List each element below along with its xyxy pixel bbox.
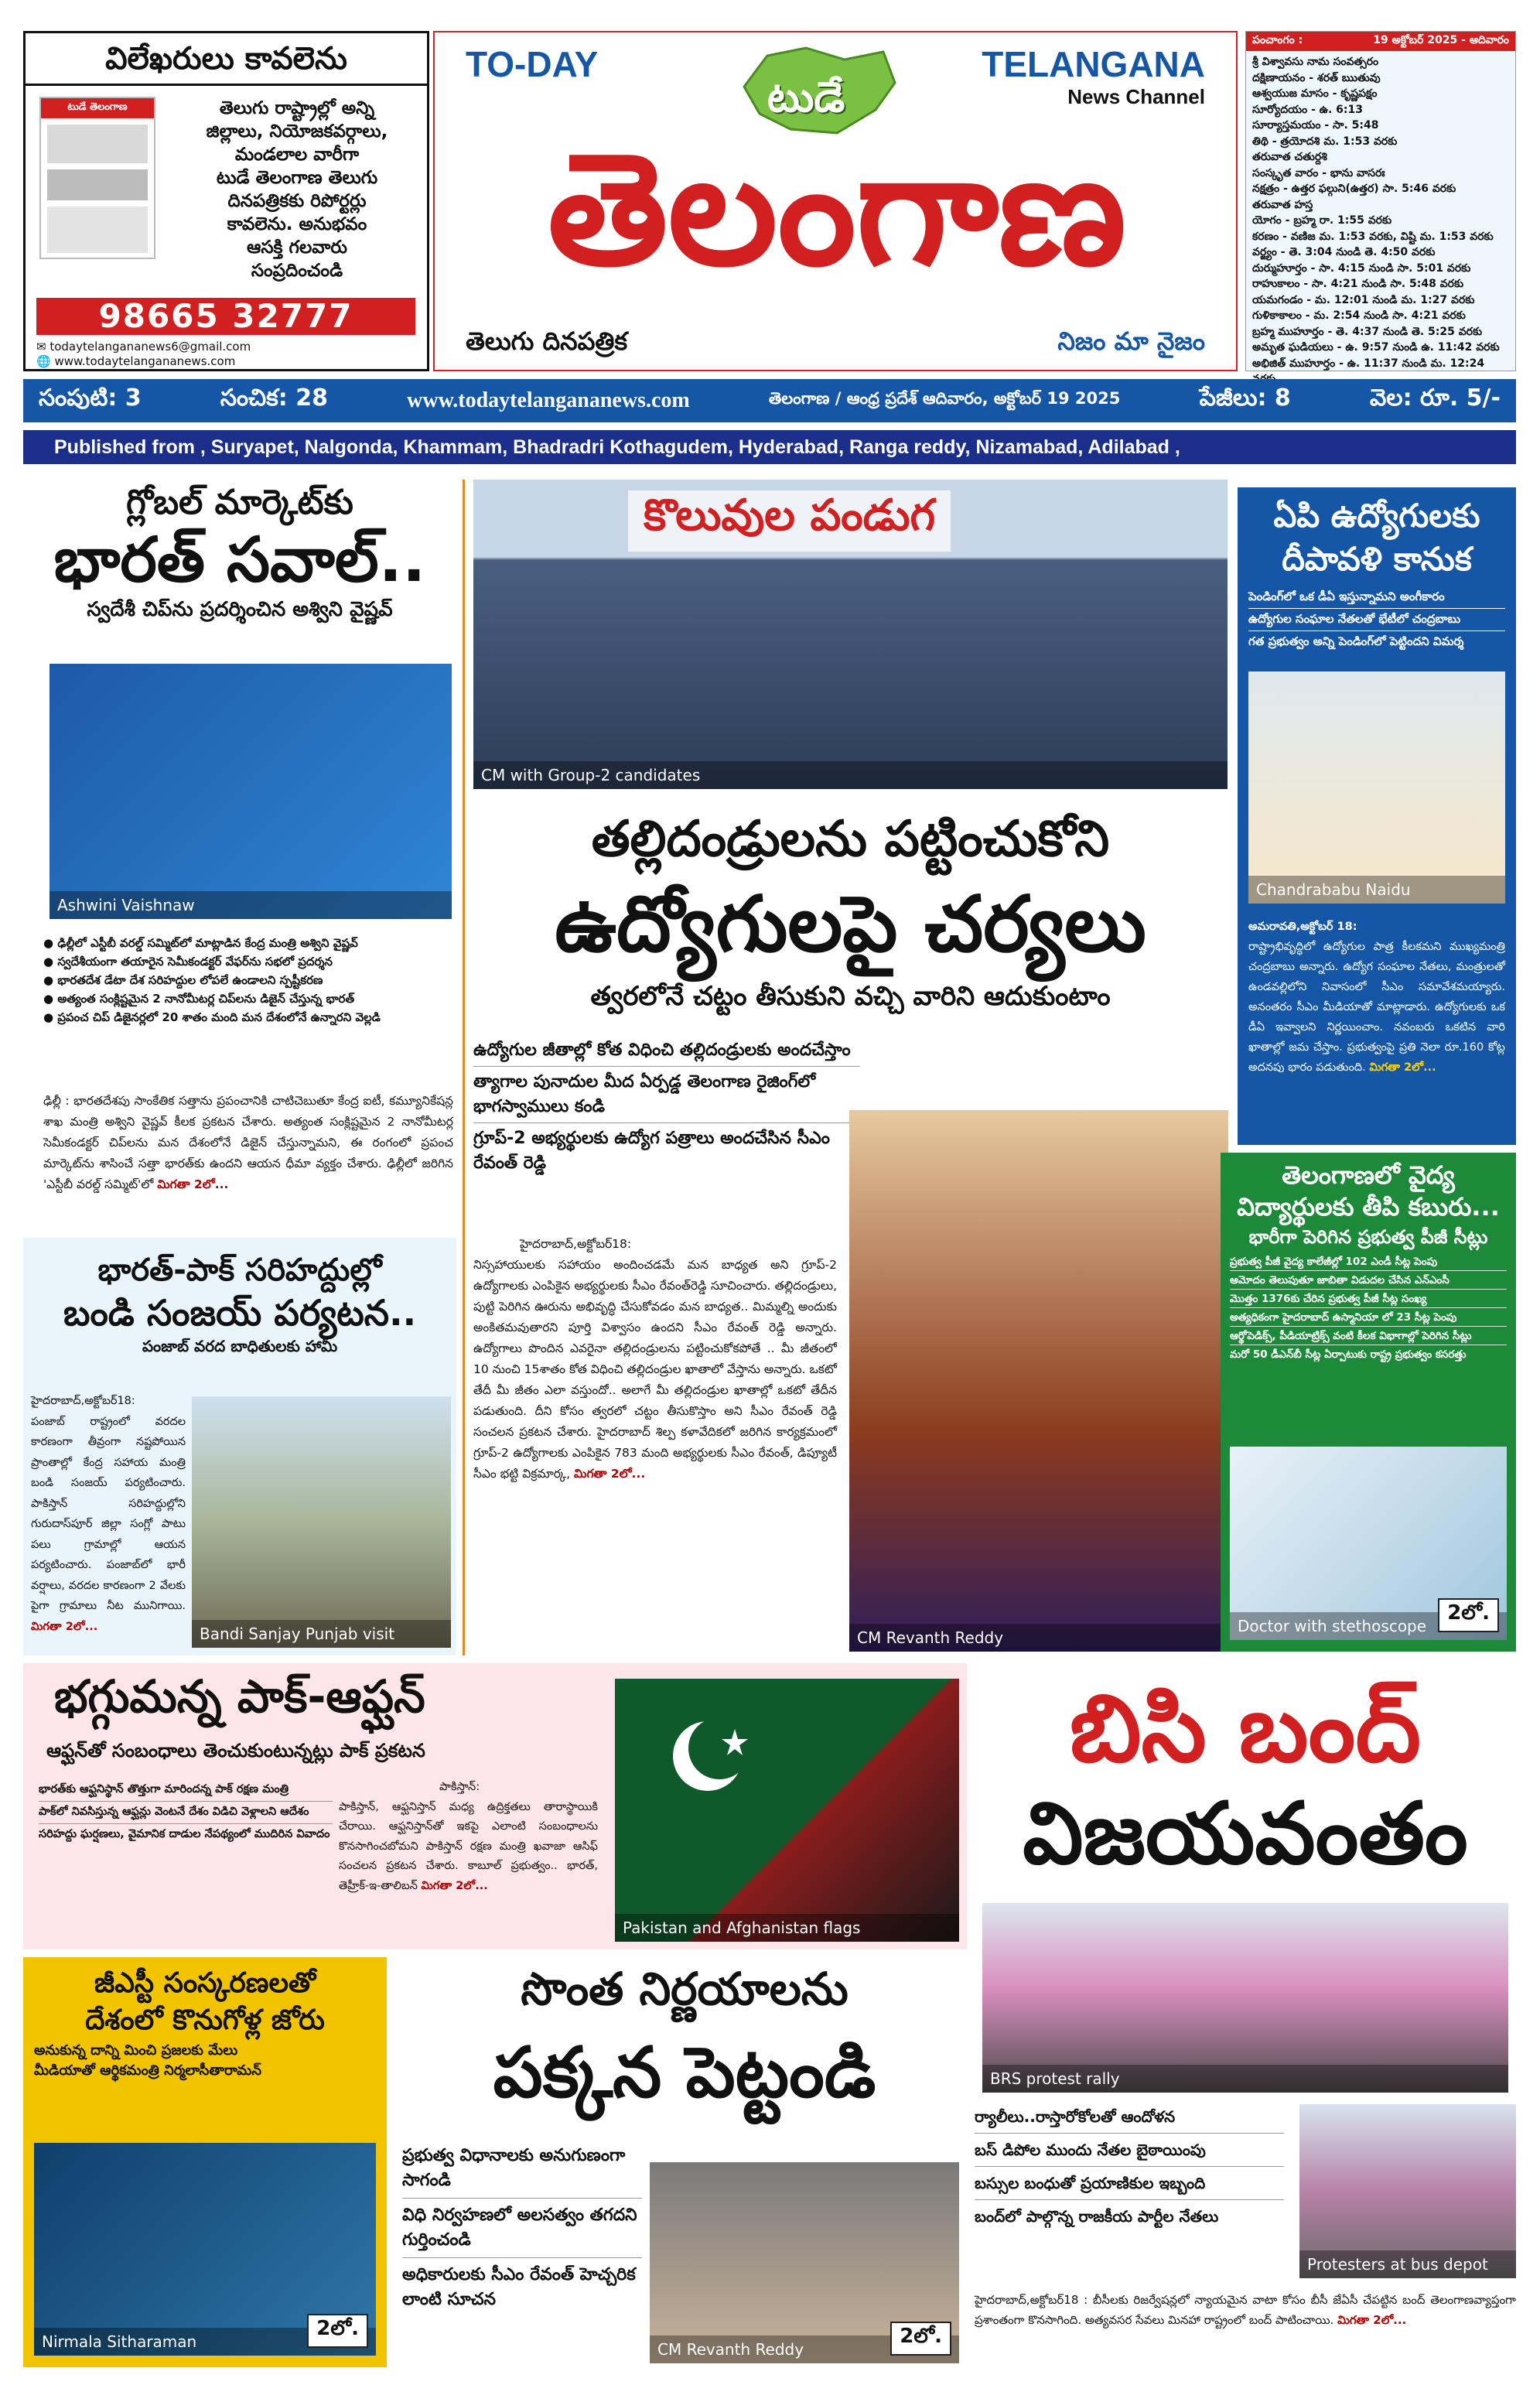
price: వెల: రూ. 5/- bbox=[1369, 384, 1501, 412]
masthead-right-tag: TELANGANA bbox=[982, 44, 1205, 84]
masthead-tagline-left: తెలుగు దినపత్రిక bbox=[466, 326, 628, 356]
ad-line: దినపత్రికకు రిపోర్టర్లు bbox=[227, 191, 367, 211]
s8-photo bbox=[34, 2143, 376, 2356]
story-global-market bbox=[23, 480, 456, 1230]
s1-photo bbox=[50, 664, 452, 919]
s3-headline-2: దీపావళి కానుక bbox=[1282, 540, 1472, 579]
s7-headline-1: బిసి బంద్ bbox=[1069, 1676, 1422, 1783]
story-bc-bandh bbox=[975, 1663, 1516, 2375]
s5-more-link[interactable]: మిగతా 2లో... bbox=[31, 1620, 98, 1633]
s6-headline: భగ్గుమన్న పాక్-ఆఫ్ఘన్ bbox=[54, 1670, 425, 1723]
issue: సంచిక: 28 bbox=[220, 384, 328, 412]
story-cm-parents bbox=[473, 480, 1231, 1663]
ad-line: సంప్రదించండి bbox=[251, 261, 343, 281]
story-gst bbox=[23, 1957, 387, 2367]
s7-photo-caption: BRS protest rally bbox=[982, 2065, 1508, 2093]
ad-line: మండలాల వారీగా bbox=[234, 145, 360, 165]
bullet: సరిహద్దు ఘర్షణలు, వైమానిక దాడుల నేపథ్యంలో ముదిరిన వివాదం bbox=[39, 1828, 330, 1840]
panchangam-line: నక్షత్రం - ఉత్తర ఫల్గుని(ఉత్తర) సా. 5:46 వరకు bbox=[1252, 183, 1456, 195]
panchangam-line: సూర్యోదయం - ఉ. 6:13 bbox=[1252, 103, 1363, 116]
bullet: ర్యాలీలు..రాస్తారోకోలతో ఆందోళన bbox=[975, 2100, 1284, 2134]
masthead bbox=[433, 31, 1238, 371]
panchangam-line: కరణం - వణిజ మ. 1:53 వరకు, విష్టి మ. 1:53 వరకు bbox=[1252, 230, 1494, 243]
bullet: ప్రభుత్వ విధానాలకు అనుగుణంగా సాగండి bbox=[402, 2139, 642, 2199]
story-pg-seats bbox=[1221, 1153, 1516, 1652]
panchangam-line: అమృత ఘడియలు - ఉ. 9:57 నుండి ఉ. 11:42 వరకు bbox=[1252, 341, 1500, 354]
s4-continue-tag[interactable]: 2లో. bbox=[1438, 1598, 1499, 1632]
issue-date: తెలంగాణ / ఆంధ్ర ప్రదేశ్ ఆదివారం, అక్టోబర్ 19 2025 bbox=[768, 389, 1121, 408]
panchangam-line: రాహుకాలం - సా. 4:21 నుండి సా. 5:48 వరకు bbox=[1252, 278, 1464, 290]
s2-photo bbox=[473, 480, 1228, 789]
panchangam-line: శ్రీ విశ్వావసు నామ సంవత్సరం bbox=[1252, 56, 1379, 68]
ad-line: కావలెను. అనుభవం bbox=[227, 214, 367, 234]
ad-email[interactable]: todaytelangananews6@gmail.com bbox=[50, 340, 251, 354]
ad-line: జిల్లాలు, నియోజకవర్గాలు, bbox=[206, 121, 388, 142]
ad-thumb-caption: టుడే తెలంగాణ bbox=[41, 98, 154, 118]
panchangam-header-left: పంచాంగం : bbox=[1252, 34, 1303, 46]
s6-subhead: ఆఫ్ఘన్‌తో సంబంధాలు తెంచుకుంటున్నట్లు పాక్ ప్రకటన bbox=[46, 1740, 425, 1761]
ad-web[interactable]: www.todaytelangananews.com bbox=[54, 354, 236, 368]
info-bar bbox=[23, 379, 1516, 422]
s8-photo-caption: Nirmala Sitharaman bbox=[34, 2328, 376, 2356]
panchangam-lines bbox=[1246, 51, 1515, 391]
s4-photo-caption: Doctor with stethoscope bbox=[1230, 1612, 1507, 1640]
s6-bullets bbox=[39, 1779, 333, 1845]
s4-headline-1: తెలంగాణలో వైద్య bbox=[1282, 1160, 1455, 1190]
s9-continue-tag[interactable]: 2లో. bbox=[890, 2322, 951, 2356]
panchangam-line: తరువాత హస్త bbox=[1252, 198, 1313, 211]
s3-body: అమరావతి,అక్టోబర్ 18: రాష్ట్రాభివృద్ధిలో ఉద్యోగుల పాత్ర కీలకమని ముఖ్యమంత్రి చంద్రబాబు అన్నారు. ఉద్యోగ సంఘాల నేతలు, మంత్రులతో ఉండవల్లిలోని నివాసంలో సీఎం సమావేశమయ్యారు. అనంతరం సీఎం మీడియాతో మాట్లాడారు. ఉద్యోగులకు ఒక డీఏ ఇవ్వాలని నిర్ణయించాం. నవంబరు ఒకటిన వారి ఖాతాల్లో జమ చేస్తాం. ప్రభుత్వంపై ప్రతి నెలా రూ.160 కోట్ల అదనపు భారం పడుతుంది. మిగతా 2లో... bbox=[1248, 917, 1505, 1078]
bullet: ఉద్యోగుల జీతాల్లో కోత విధించి తల్లిదండ్రులకు అందచేస్తాం bbox=[473, 1035, 860, 1067]
s6-body: పాకిస్తాన్: పాకిస్తాన్, ఆఫ్ఘనిస్తాన్ మధ్య ఉద్రిక్తతలు తారాస్థాయికి చేరాయి. ఆఫ్ఘనిస్తాన్‌తో ఇకపై ఎలాంటి సంబంధాలను కొనసాగించబోమని పాకిస్తాన్ రక్షణ మంత్రి ఖవాజా ఆసిఫ్ సంచలన ప్రకటన చేశారు. కాబూల్ ప్రభుత్వం.. భారత్, తెహ్రీక్-ఇ-తాలిబన్ మిగతా 2లో... bbox=[339, 1778, 598, 1896]
s2-dateline: హైదరాబాద్,అక్టోబర్18: bbox=[520, 1237, 632, 1251]
panchangam-line: గుళికాకాలం - మ. 2:54 నుండి సా. 4:21 వరకు bbox=[1252, 309, 1466, 322]
bullet: ఆమోదం తెలుపుతూ జాబితా విడుదల చేసిన ఎన్‌ఎంసీ bbox=[1230, 1272, 1507, 1290]
panchangam-header-right: 19 అక్టోబర్ 2025 - ఆదివారం bbox=[1373, 34, 1509, 46]
bullet: మరో 50 డీఎన్‌బీ సీట్ల ఏర్పాటుకు రాష్ట్ర ప్రభుత్వం కసరత్తు bbox=[1230, 1348, 1467, 1361]
s9-photo bbox=[650, 2162, 959, 2363]
s5-subhead: పంజాబ్ వరద బాధితులకు హామీ bbox=[142, 1336, 338, 1355]
bullet: బంద్‌లో పాల్గొన్న రాజకీయ పార్టీల నేతలు bbox=[975, 2207, 1219, 2226]
s6-photo bbox=[615, 1679, 959, 1942]
panchangam-line: సంస్కృత వారం - భాను వాసరః bbox=[1252, 166, 1385, 179]
classified-ad bbox=[23, 31, 429, 371]
s6-dateline: పాకిస్తాన్: bbox=[439, 1781, 480, 1793]
bullet: ● భారతదేశ డేటా దేశ సరిహద్దుల లోపలే ఉండాలని స్పష్టీకరణ bbox=[43, 973, 323, 987]
ad-line: తెలుగు రాష్ట్రాల్లో అన్ని bbox=[219, 98, 375, 118]
s4-headline-2: విద్యార్థులకు తీపి కబురు... bbox=[1237, 1192, 1500, 1222]
s5-dateline: హైదరాబాద్,అక్టోబర్18: bbox=[31, 1395, 135, 1407]
s2-headline-2: ఉద్యోగులపై చర్యలు bbox=[555, 879, 1146, 969]
bullet: భారత్‌కు ఆఫ్ఘనిస్థాన్ తొత్తుగా మారిందన్న పాక్ రక్షణ మంత్రి bbox=[39, 1781, 333, 1802]
bullet: ఉద్యోగుల సంఘాల నేతలతో భేటీలో చంద్రబాబు bbox=[1248, 610, 1505, 631]
s4-bullets bbox=[1221, 1248, 1516, 1368]
bullet: పాక్‌లో నివసిస్తున్న ఆఫ్ఘన్లు వెంటనే దేశం విడిచి వెళ్లాలని ఆదేశం bbox=[39, 1803, 333, 1824]
s1-subhead: స్వదేశీ చిప్‌ను ప్రదర్శించిన అశ్విని వైష్ణవ్ bbox=[87, 598, 393, 622]
panchangam-line: ఆశ్వయుజ మాసం - కృష్ణపక్షం bbox=[1252, 87, 1378, 100]
panchangam-line: సూర్యాస్తమయం - సా. 5:48 bbox=[1252, 119, 1379, 132]
bullet: బస్ డిపోల ముందు నేతల బైఠాయింపు bbox=[975, 2134, 1284, 2167]
pages: పేజీలు: 8 bbox=[1199, 384, 1291, 412]
s2-photo-2-caption: CM Revanth Reddy bbox=[849, 1624, 1228, 1652]
ad-text bbox=[169, 97, 425, 282]
ad-thumbnail bbox=[39, 97, 155, 259]
published-bar: Published from , Suryapet, Nalgonda, Khammam, Bhadradri Kothagudem, Hyderabad, Ranga reddy, Nizamabad, Adilabad , bbox=[23, 430, 1516, 464]
panchangam-line: బ్రహ్మ ముహూర్తం - తె. 4:37 నుండి తె. 5:25 వరకు bbox=[1252, 325, 1483, 338]
panchangam-line: దుర్ముహూర్తం - సా. 4:15 నుండి సా. 5:01 వరకు bbox=[1252, 261, 1471, 275]
ad-line: టుడే తెలంగాణ తెలుగు bbox=[216, 168, 378, 188]
s6-photo-caption: Pakistan and Afghanistan flags bbox=[615, 1914, 959, 1942]
s5-photo-caption: Bandi Sanjay Punjab visit bbox=[192, 1620, 451, 1648]
s7-photo-2 bbox=[1299, 2104, 1516, 2278]
website-link[interactable]: www.todaytelangananews.com bbox=[407, 388, 690, 412]
s2-body: హైదరాబాద్,అక్టోబర్18: నిస్సహాయులకు సహాయం అందించడమే మన బాధ్యత అని గ్రూప్-2 ఉద్యోగాలకు ఎంపికైన అభ్యర్థులకు సీఎం రేవంత్‌రెడ్డి సూచించారు. తల్లిదండ్రులు, పుట్టి పెరిగిన ఊరును అభివృద్ధి చేసుకోవడం మన బాధ్యత.. మిమ్మల్ని అందుకు అంకితమవుతారని పూర్తి విశ్వాసం ఉందని సీఎం రేవంత్ రెడ్డి అన్నారు. ఉద్యోగాలు పొందిన ఎవరైనా తల్లిదండ్రులను పట్టించుకోకపోతే .. మీ జీతంలో 10 నుంచి 15శాతం కోత విధించి తల్లిదండ్రుల ఖాతాలో వేస్తాను అన్నారు. ఒకటో తేదీ మీ జీతం ఎలా వస్తుందో.. అలాగే మీ తల్లిదండ్రుల ఖాతాల్లో ఒకటో తేదీన పడుతుంది. దీని కోసం త్వరలో చట్టం తీసుకొస్తాం అని సీఎం రేవంత్ రెడ్డి సంచలన ప్రకటన చేశారు. హైదరాబాద్ శిల్ప కళావేదికలో జరిగిన కార్యక్రమంలో గ్రూప్-2 ఉద్యోగాలకు ఎంపికైన 783 మంది అభ్యర్థులకు సీఎం రేవంత్, డిప్యూటీ సీఎం భట్టి విక్రమార్క, మిగతా 2లో... bbox=[473, 1234, 837, 1485]
story-pak-afghan bbox=[23, 1663, 967, 1949]
s8-continue-tag[interactable]: 2లో. bbox=[307, 2314, 368, 2348]
s5-photo bbox=[192, 1396, 451, 1648]
s6-more-link[interactable]: మిగతా 2లో... bbox=[421, 1879, 488, 1892]
ad-line: ఆసక్తి గలవారు bbox=[247, 237, 347, 258]
s7-photo-2-caption: Protesters at bus depot bbox=[1299, 2250, 1516, 2278]
s5-body: హైదరాబాద్,అక్టోబర్18: పంజాబ్ రాష్ట్రంలో వరదల కారణంగా తీవ్రంగా నష్టపోయిన ప్రాంతాల్లో కేంద్ర సహాయ మంత్రి బండి సంజయ్ పర్యటించారు. పాకిస్తాన్ సరిహద్దుల్లోని గురుదాస్‌పూర్ జిల్లా సంగ్లో పాటు పలు గ్రామాల్లో ఆయన పర్యటించారు. పంజాబ్‌లో భారీ వర్షాలు, వరదల కారణంగా 2 వేలకు పైగా గ్రామాలు నీట మునిగాయి. మిగతా 2లో... bbox=[31, 1391, 186, 1637]
crescent-star-icon bbox=[661, 1710, 754, 1802]
s4-headline-3: భారీగా పెరిగిన ప్రభుత్వ పీజీ సీట్లు bbox=[1248, 1226, 1488, 1249]
s4-photo bbox=[1230, 1447, 1507, 1640]
s7-headline-2: విజయవంతం bbox=[1023, 1784, 1468, 1883]
s2-more-link[interactable]: మిగతా 2లో... bbox=[574, 1467, 646, 1481]
s7-dateline: హైదరాబాద్,అక్టోబర్18 : bbox=[975, 2293, 1088, 2307]
s3-headline-1: ఏపి ఉద్యోగులకు bbox=[1273, 497, 1480, 535]
masthead-tagline-right: నిజం మా నైజం bbox=[1057, 326, 1205, 356]
s1-headline-1: గ్లోబల్ మార్కెట్‌కు bbox=[126, 483, 353, 522]
ad-title: విలేఖరులు కావలెను bbox=[26, 33, 427, 86]
globe-icon: 🌐 bbox=[36, 354, 55, 368]
s2-photo-2 bbox=[849, 1110, 1228, 1652]
s5-headline-2: బండి సంజయ్ పర్యటన.. bbox=[63, 1292, 417, 1334]
masthead-today: టుడే bbox=[767, 73, 845, 121]
bullet: ● అత్యంత సంక్లిష్టమైన 2 నానోమీటర్ల చిప్‌లను డిజైన్ చేస్తున్న భారత్ bbox=[43, 992, 355, 1006]
bullet: విధి నిర్వహణలో అలసత్వం తగదని గుర్తించండి bbox=[402, 2199, 642, 2258]
s8-headline-2: దేశంలో కొనుగోళ్ల జోరు bbox=[85, 2004, 325, 2036]
s3-bullets bbox=[1238, 577, 1516, 661]
s2-bullets bbox=[473, 1035, 860, 1179]
bullet: గత ప్రభుత్వం అన్ని పెండింగ్‌లో పెట్టిందని విమర్శ bbox=[1248, 634, 1464, 649]
s7-photo bbox=[982, 1903, 1508, 2093]
s7-bullets bbox=[975, 2100, 1284, 2233]
s9-bullets bbox=[402, 2139, 642, 2317]
email-icon: ✉ bbox=[36, 340, 50, 354]
story-own-decisions bbox=[402, 1965, 967, 2367]
panchangam-line: తరువాత చతుర్దశి bbox=[1252, 151, 1327, 163]
s2-subhead: త్వరలోనే చట్టం తీసుకుని వచ్చి వారిని ఆదుకుంటాం bbox=[590, 981, 1111, 1012]
s3-more-link[interactable]: మిగతా 2లో... bbox=[1369, 1061, 1436, 1074]
s3-photo-caption: Chandrababu Naidu bbox=[1248, 876, 1505, 904]
bullet: త్యాగాల పునాదుల మీద ఏర్పడ్డ తెలంగాణ రైజింగ్‌లో భాగస్వాములు కండి bbox=[473, 1067, 860, 1123]
s2-headline-1: తల్లిదండ్రులను పట్టించుకోని bbox=[591, 811, 1110, 868]
bullet: ● ప్రపంచ చిప్ డిజైనర్లలో 20 శాతం మంది మన దేశంలోనే ఉన్నారని వెల్లడి bbox=[43, 1010, 381, 1024]
s3-photo bbox=[1248, 671, 1505, 904]
s1-body: ఢిల్లీ : భారతదేశపు సాంకేతిక సత్తాను ప్రపంచానికి చాటిచెబుతూ కేంద్ర ఐటీ, కమ్యూనికేషన్ల శాఖ మంత్రి అశ్విని వైష్ణవ్ కీలక ప్రకటన చేశారు. అత్యంత సంక్లిష్టమైన 2 నానోమీటర్ల సెమీకండక్టర్ చిప్‌లను మన దేశంలోనే డిజైన్ చేస్తున్నామని, ఈ రంగంలో ప్రపంచ మార్కెట్‌ను శాసించే సత్తా భారత్‌కు ఉందని ఆయన ధీమా వ్యక్తం చేశారు. ఢిల్లీలో జరిగిన 'ఎస్టీబీ వరల్డ్ సమ్మిట్'లో మిగతా 2లో... bbox=[43, 1094, 453, 1191]
bullet: గ్రూప్-2 అభ్యర్థులకు ఉద్యోగ పత్రాలు అందచేసిన సీఎం రేవంత్ రెడ్డి bbox=[473, 1129, 830, 1173]
bullet: ● స్వదేశీయంగా తయారైన సెమీకండక్టర్ వేఫర్‌ను సభలో ప్రదర్శన bbox=[43, 955, 333, 969]
ad-phone[interactable]: 98665 32777 bbox=[36, 298, 415, 335]
s8-headline-1: జీఎస్టీ సంస్కరణలతో bbox=[94, 1967, 316, 1999]
s7-more-link[interactable]: మిగతా 2లో... bbox=[1337, 2313, 1407, 2327]
story-bandi-sanjay bbox=[23, 1238, 456, 1655]
s3-dateline: అమరావతి,అక్టోబర్ 18: bbox=[1248, 921, 1357, 933]
s1-headline-2: భారత్ సవాల్.. bbox=[53, 524, 426, 596]
s8-subhead-2: మీడియాతో ఆర్థికమంత్రి నిర్మలాసీతారామన్ bbox=[34, 2062, 261, 2079]
volume: సంపుటి: 3 bbox=[39, 384, 142, 412]
story-ap-employees bbox=[1238, 487, 1516, 1145]
masthead-name: తెలంగాణ bbox=[547, 120, 1127, 300]
panchangam-line: యమగండం - మ. 12:01 నుండి మ. 1:27 వరకు bbox=[1252, 293, 1475, 306]
s5-headline-1: భారత్-పాక్ సరిహద్దుల్లో bbox=[97, 1252, 382, 1288]
s1-more-link[interactable]: మిగతా 2లో... bbox=[157, 1177, 229, 1191]
s1-bullets bbox=[43, 933, 453, 1027]
s9-photo-caption: CM Revanth Reddy bbox=[650, 2335, 959, 2363]
bullet: ఆర్థోపెడిక్స్, పీడియాట్రిక్స్ వంటి కీలక విభాగాల్లో పెరిగిన సీట్లు bbox=[1230, 1327, 1507, 1345]
masthead-left-tag: TO-DAY bbox=[466, 44, 599, 84]
bullet: మొత్తం 1376కు చేరిన ప్రభుత్వ పీజీ సీట్ల సంఖ్య bbox=[1230, 1290, 1507, 1308]
panchangam-line: వర్జ్యం - తె. 3:04 నుండి తె. 4:50 వరకు bbox=[1252, 246, 1436, 258]
panchangam-line: అభిజిత్ ముహూర్తం - ఉ. 11:37 నుండి మ. 12:24 bbox=[1252, 357, 1485, 370]
panchangam-line: దక్షిణాయనం - శరత్ ఋతువు bbox=[1252, 71, 1381, 84]
panchangam-line: యోగం - బ్రహ్మ రా. 1:55 వరకు bbox=[1252, 214, 1392, 227]
s1-photo-caption: Ashwini Vaishnaw bbox=[50, 891, 452, 919]
bullet: అత్యధికంగా హైదరాబాద్ ఉస్మానియా లో 23 సీట్ల పెంపు bbox=[1230, 1309, 1507, 1327]
bullet: బస్సుల బంధుతో ప్రయాణికుల ఇబ్బంది bbox=[975, 2167, 1284, 2200]
bullet: అధికారులకు సీఎం రేవంత్ హెచ్చరిక లాంటి సూచన bbox=[402, 2265, 636, 2309]
bullet: ప్రభుత్వ పీజీ వైద్య కాలేజీల్లో 102 ఎండీ సీట్ల పెంపు bbox=[1230, 1253, 1507, 1271]
masthead-right-sub: News Channel bbox=[1067, 85, 1205, 108]
s9-headline-2: పక్కన పెట్టండి bbox=[493, 2032, 876, 2113]
s9-headline-1: సొంత నిర్ణయాలను bbox=[521, 1963, 849, 2015]
s2-banner: కొలువుల పండుగ bbox=[628, 490, 951, 552]
bullet: ● ఢిల్లీలో ఎస్టీబీ వరల్డ్ సమ్మిట్‌లో మాట్లాడిన కేంద్ర మంత్రి అశ్విని వైష్ణవ్ bbox=[43, 936, 358, 950]
panchangam-box bbox=[1245, 31, 1516, 371]
bullet: పెండింగ్‌లో ఒక డీఏ ఇస్తున్నామని అంగీకారం bbox=[1248, 588, 1505, 609]
column-divider bbox=[463, 480, 465, 1655]
panchangam-line: తిథి - త్రయోదశి మ. 1:53 వరకు bbox=[1252, 135, 1398, 148]
s8-subhead-1: అనుకున్న దాన్ని మించి ప్రజలకు మేలు bbox=[34, 2042, 238, 2059]
s7-body: హైదరాబాద్,అక్టోబర్18 : బీసీలకు రిజర్వేషన్లలో న్యాయమైన వాటా కోసం బీసీ జేఏసీ చేపట్టిన బంద్ తెలంగాణవ్యాప్తంగా ప్రశాంతంగా కొనసాగింది. అత్యవసర సేవలు మినహా రాష్ట్రంలో బంద్ పాటించాయి. మిగతా 2లో... bbox=[975, 2293, 1516, 2327]
s2-photo-caption: CM with Group-2 candidates bbox=[473, 761, 1228, 789]
